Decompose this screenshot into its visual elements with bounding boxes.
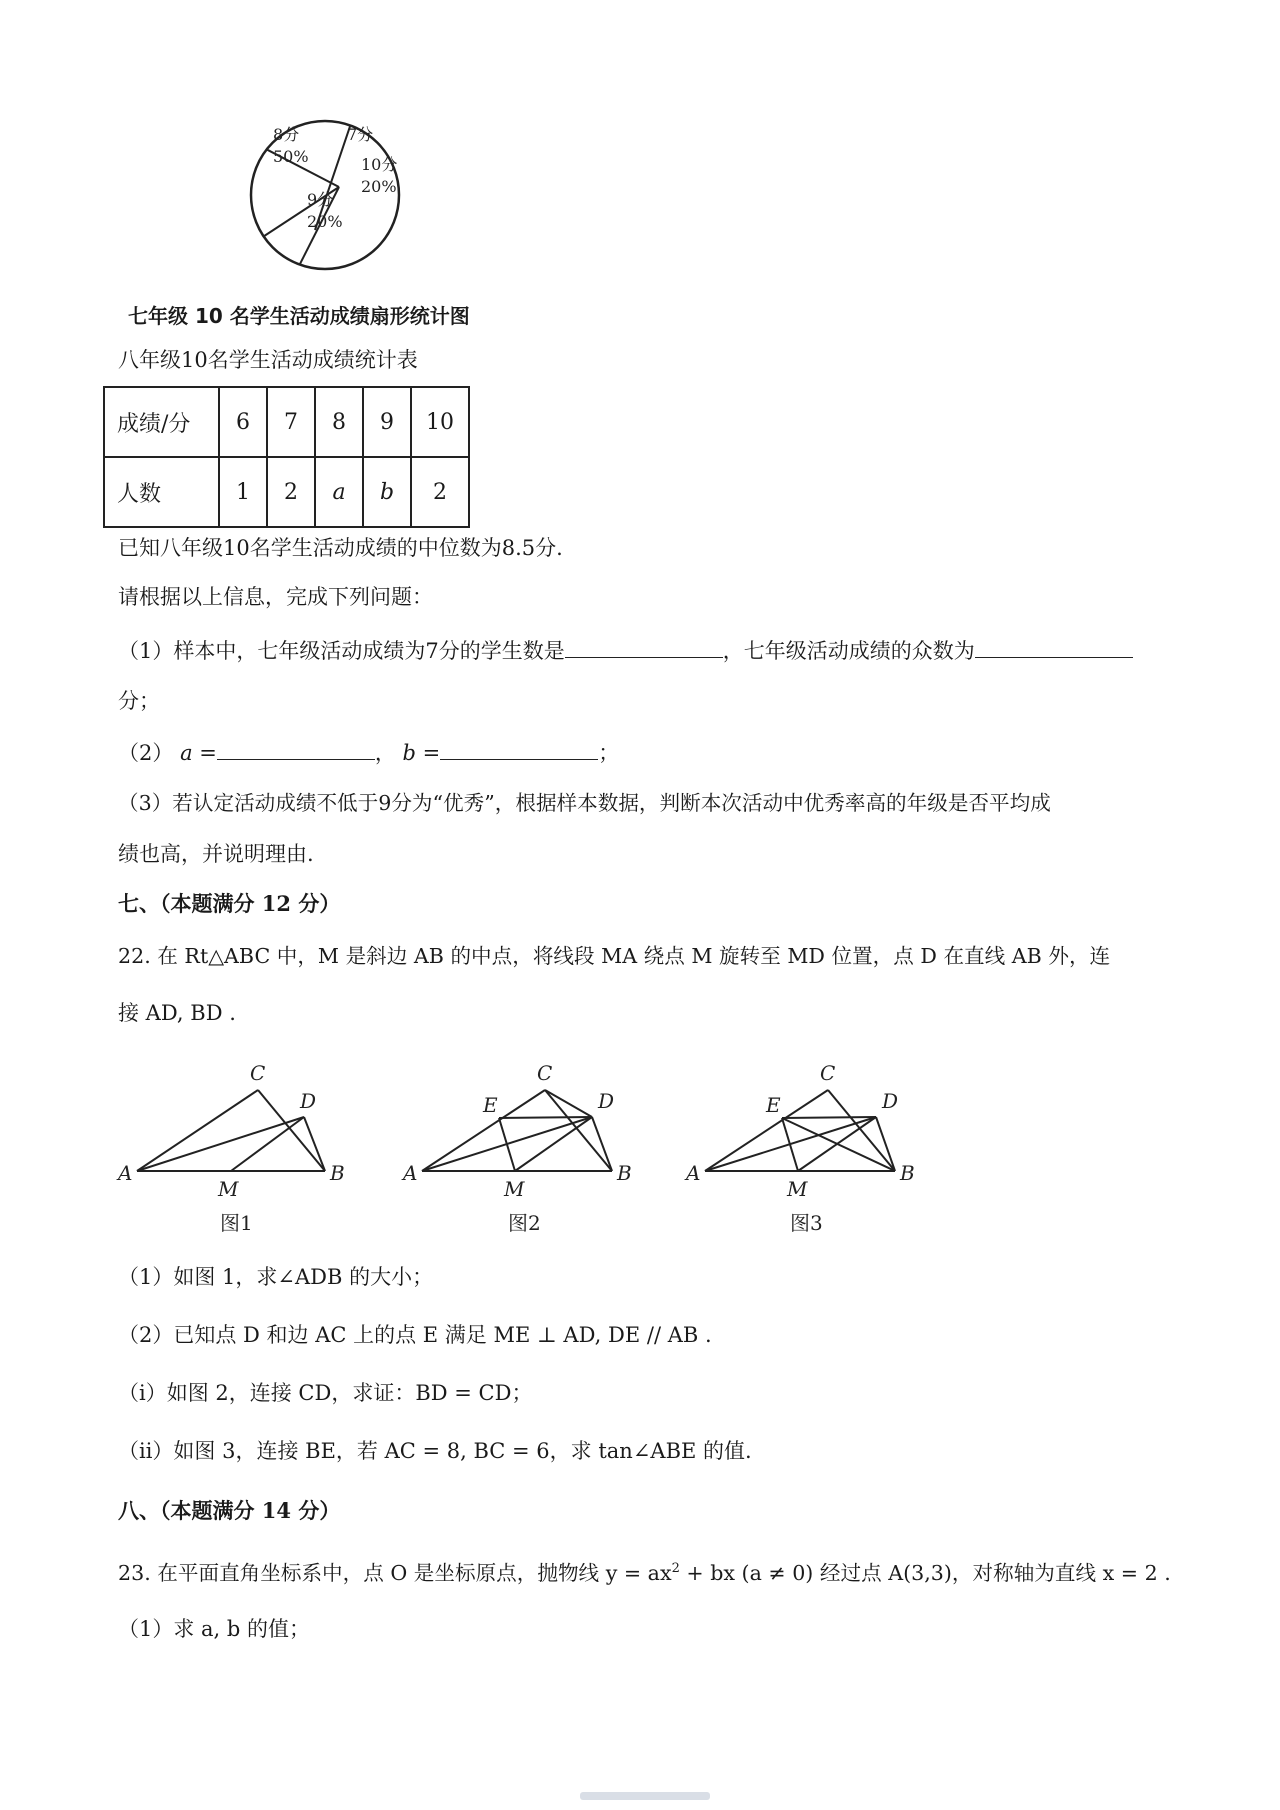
table-row (104, 457, 469, 527)
pie-chart (225, 95, 425, 295)
figure-point-label: E (766, 1093, 781, 1117)
section-7-heading: 七、（本题满分 12 分） (118, 891, 341, 916)
question-1 (118, 635, 1133, 666)
problem-22-q2-ii: （ⅱ）如图 3，连接 BE，若 AC = 8, BC = 6，求 tan∠ABE 的值. (118, 1439, 752, 1463)
pie-slice-percent: 50% (273, 147, 309, 166)
problem-23-line-1 (118, 1554, 1171, 1588)
figure-point-label: D (300, 1089, 317, 1113)
figure-point-label: M (504, 1177, 525, 1201)
figure-point-label: C (537, 1061, 553, 1085)
figure-point-label: B (330, 1161, 345, 1185)
geometry-figures (0, 1050, 1280, 1250)
page-footer-mark (580, 1792, 710, 1800)
problem-23-text-a: 23. 在平面直角坐标系中，点 O 是坐标原点，抛物线 y = ax (118, 1560, 672, 1585)
figure-point-label: A (686, 1161, 701, 1185)
question-1-text-a: （1）样本中，七年级活动成绩为7分的学生数是 (118, 639, 565, 663)
figure-segment (231, 1117, 304, 1171)
question-3-line-1: （3）若认定活动成绩不低于9分为“优秀”，根据样本数据，判断本次活动中优秀率高的年级是否平均成 (118, 791, 1051, 815)
table-cell: 成绩/分 (104, 387, 219, 457)
pie-slice-label: 10分 (361, 155, 398, 174)
figure-segment (782, 1118, 798, 1171)
figure-point-label: A (118, 1161, 133, 1185)
table-cell: 7 (267, 387, 315, 457)
problem-22-line-1: 22. 在 Rt△ABC 中，M 是斜边 AB 的中点，将线段 MA 绕点 M 旋转至 MD 位置，点 D 在直线 AB 外，连 (118, 944, 1111, 968)
pie-slice-label: 9分 (307, 190, 334, 209)
figure-caption: 图3 (790, 1211, 823, 1235)
figure-point-label: E (483, 1093, 498, 1117)
table-row (104, 387, 469, 457)
figure-segment (137, 1117, 304, 1171)
problem-23-exponent: 2 (671, 1561, 680, 1576)
figure-caption: 图1 (220, 1211, 253, 1235)
var-a-label: a = (180, 741, 217, 765)
pie-slice-label: 8分 (273, 125, 300, 144)
question-3-line-2: 绩也高，并说明理由. (118, 842, 314, 866)
question-2: （2） a = ， b = ； (118, 737, 619, 768)
problem-23-text-b: + bx (a ≠ 0) 经过点 A(3,3)，对称轴为直线 x = 2 . (679, 1560, 1171, 1585)
figure-segment (782, 1117, 876, 1118)
figure-caption: 图2 (508, 1211, 541, 1235)
problem-22-q1: （1）如图 1，求∠ADB 的大小； (118, 1265, 434, 1289)
question-2-end: ； (598, 741, 620, 765)
answer-blank-a[interactable] (217, 737, 375, 760)
answer-blank-2[interactable] (975, 635, 1133, 658)
figure-segment (592, 1117, 612, 1171)
pie-slice-percent: 20% (361, 177, 397, 196)
table-cell: 9 (363, 387, 411, 457)
pie-caption: 七年级 10 名学生活动成绩扇形统计图 (128, 304, 470, 328)
question-2-prefix: （2） (118, 741, 174, 765)
answer-blank-1[interactable] (565, 635, 723, 658)
instruction: 请根据以上信息，完成下列问题： (118, 585, 433, 609)
pie-slice-percent: 20% (307, 212, 343, 231)
problem-23-q1: （1）求 a, b 的值； (118, 1617, 311, 1641)
var-b-label: b = (402, 741, 441, 765)
table-cell: b (363, 457, 411, 527)
figure-point-label: C (820, 1061, 836, 1085)
figure-segment (499, 1118, 515, 1171)
problem-22-q2-i: （ⅰ）如图 2，连接 CD，求证：BD = CD； (118, 1381, 533, 1405)
figure-point-label: D (882, 1089, 899, 1113)
figure-point-label: B (900, 1161, 915, 1185)
table-title: 八年级10名学生活动成绩统计表 (118, 348, 418, 372)
table-cell: 8 (315, 387, 363, 457)
answer-blank-b[interactable] (440, 737, 598, 760)
table-cell: 10 (411, 387, 469, 457)
figure-point-label: B (617, 1161, 632, 1185)
table-cell: 6 (219, 387, 267, 457)
figure-point-label: A (403, 1161, 418, 1185)
figure-point-label: M (218, 1177, 239, 1201)
figure-segment (137, 1090, 258, 1171)
problem-22-line-2: 接 AD, BD . (118, 1001, 236, 1025)
table-cell: 人数 (104, 457, 219, 527)
figure-point-label: M (787, 1177, 808, 1201)
question-1-tail: 分； (118, 689, 160, 713)
median-statement: 已知八年级10名学生活动成绩的中位数为8.5分. (118, 536, 563, 560)
figure-segment (515, 1117, 592, 1171)
score-table (103, 386, 470, 528)
figure-segment (499, 1117, 592, 1118)
problem-22-q2: （2）已知点 D 和边 AC 上的点 E 满足 ME ⊥ AD, DE // AB . (118, 1323, 712, 1347)
figure-segment (304, 1117, 325, 1171)
pie-slice-label: 7分 (347, 125, 374, 144)
section-8-heading: 八、（本题满分 14 分） (118, 1498, 341, 1523)
table-cell: 1 (219, 457, 267, 527)
figure-segment (545, 1090, 592, 1117)
table-cell: a (315, 457, 363, 527)
figure-point-label: D (598, 1089, 615, 1113)
table-cell: 2 (267, 457, 315, 527)
figure-segment (782, 1118, 895, 1171)
figure-point-label: C (250, 1061, 266, 1085)
table-cell: 2 (411, 457, 469, 527)
question-1-text-b: ，七年级活动成绩的众数为 (722, 639, 975, 663)
